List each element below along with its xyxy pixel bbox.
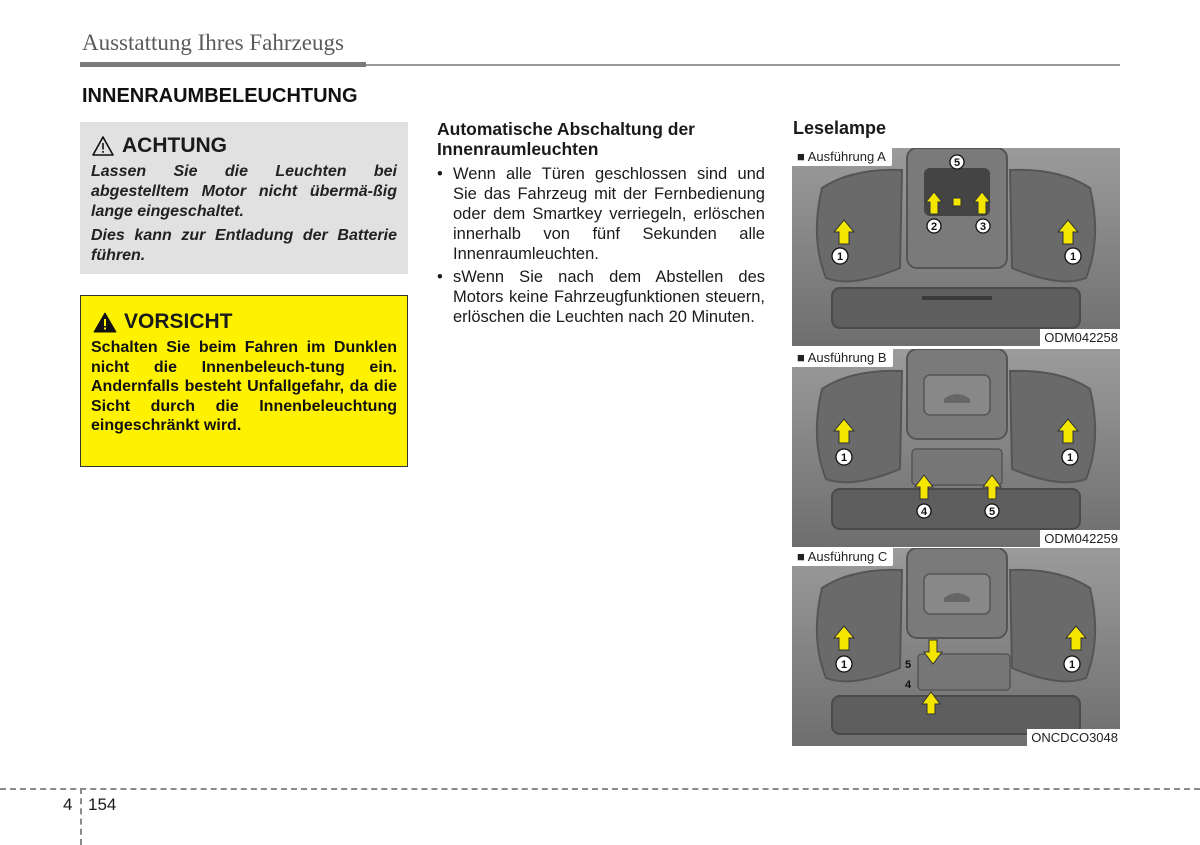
callout-number: 5 (904, 659, 912, 671)
chapter-header-title: Ausstattung Ihres Fahrzeugs (82, 30, 344, 55)
figure-code: ODM042258 (1040, 329, 1120, 346)
auto-off-list (437, 164, 765, 330)
header-rule-dark (80, 62, 366, 67)
overhead-console-illustration (792, 148, 1120, 346)
achtung-paragraph: Dies kann zur Entladung der Batterie führen. (91, 227, 397, 264)
vorsicht-text: Schalten Sie beim Fahren im Dunklen nicht die Innenbeleuch-tung ein. Andernfalls besteht Unfallgefahr, da die Sicht durch die Innenbeleuchtung eingeschränkt wird. (91, 339, 397, 434)
figure-code: ODM042259 (1040, 530, 1120, 547)
callout-number: 1 (1066, 452, 1074, 464)
callout-number: 1 (840, 452, 848, 464)
callout-number: 2 (930, 221, 938, 233)
achtung-text (91, 162, 397, 270)
callout-number: 4 (904, 679, 912, 691)
vorsicht-heading (93, 310, 233, 334)
overhead-console-illustration (792, 548, 1120, 746)
list-item: • Wenn alle Türen geschlossen sind und Sie das Fahrzeug mit der Fernbedienung oder dem Smartkey verriegeln, erlöschen innerhalb von fünf Sekunden alle Innenraumleuchten. (437, 164, 765, 264)
footer-vertical-divider (80, 788, 82, 845)
footer-divider (0, 788, 1200, 790)
achtung-box (80, 122, 408, 274)
achtung-title: ACHTUNG (122, 134, 227, 157)
callout-number: 1 (836, 251, 844, 263)
leselampe-title: Leselampe (793, 118, 887, 138)
figure-code: ONCDCO3048 (1027, 729, 1120, 746)
vorsicht-box (80, 295, 408, 467)
overhead-console-illustration (792, 349, 1120, 547)
callout-number: 1 (1069, 251, 1077, 263)
callout-number: 3 (979, 221, 987, 233)
warning-outline-icon (92, 136, 114, 156)
header-rule-light (366, 64, 1120, 66)
callout-number: 5 (988, 506, 996, 518)
callout-number: 4 (920, 506, 928, 518)
auto-off-title: Automatische Abschaltung der Innenraumleuchten (437, 119, 695, 159)
figure-label: ■ Ausführung C (792, 548, 893, 566)
figure-version-a (792, 148, 1120, 346)
vorsicht-title: VORSICHT (124, 310, 233, 333)
list-item: • sWenn Sie nach dem Abstellen des Motors keine Fahrzeugfunktionen steuern, erlöschen die Leuchten nach 20 Minuten. (437, 267, 765, 327)
callout-number: 1 (840, 659, 848, 671)
figure-version-b (792, 349, 1120, 547)
callout-number: 5 (953, 157, 961, 169)
achtung-heading (92, 134, 227, 158)
warning-filled-icon (93, 312, 117, 333)
figure-label: ■ Ausführung A (792, 148, 892, 166)
callout-number: 1 (1068, 659, 1076, 671)
achtung-paragraph: Lassen Sie die Leuchten bei abgestelltem Motor nicht übermä-ßig lange eingeschaltet. (91, 163, 397, 220)
figure-label: ■ Ausführung B (792, 349, 893, 367)
chapter-number: 4 (63, 795, 73, 814)
section-title: INNENRAUMBELEUCHTUNG (82, 85, 358, 107)
page-number: 154 (88, 795, 117, 814)
figure-version-c (792, 548, 1120, 746)
